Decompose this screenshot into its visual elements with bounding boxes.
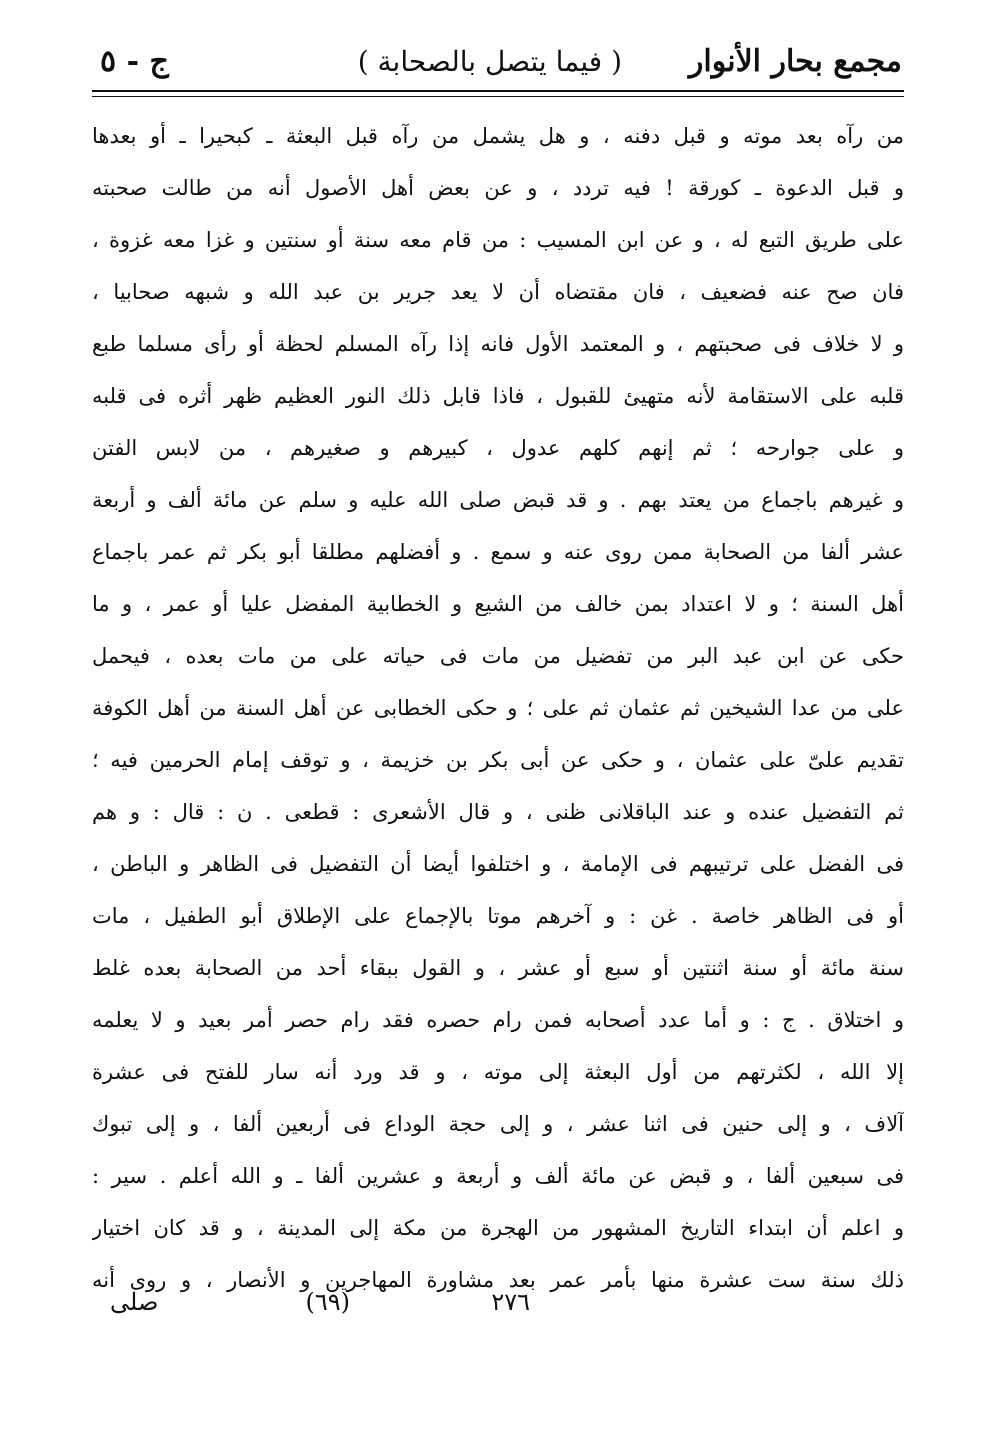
text-line: حكى عن ابن عبد البر من تفضيل من مات فى حياته على من مات بعده ، فيحمل xyxy=(92,644,904,668)
header-rule-thick xyxy=(92,90,904,92)
text-line: سنة مائة أو سنة اثنتين أو سبع أو عشر ، و القول ببقاء أحد من الصحابة بعده غلط xyxy=(92,956,904,980)
volume-label: ج - ٥ xyxy=(100,44,169,79)
page-footer xyxy=(110,1284,530,1324)
running-title: مجمع بحار الأنوار xyxy=(688,44,902,79)
text-line: ثم التفضيل عنده و عند الباقلانى ظنى ، و قال الأشعرى : قطعى . ن : قال : و هم xyxy=(92,800,904,824)
section-title: ( فيما يتصل بالصحابة ) xyxy=(357,45,622,78)
text-line: ذلك سنة ست عشرة منها بأمر عمر بعد مشاورة المهاجرين و الأنصار ، و روى أنه xyxy=(92,1268,904,1292)
text-line: إلا الله ، لكثرتهم من أول البعثة إلى موته ، و قد ورد أنه سار للفتح فى عشرة xyxy=(92,1060,904,1084)
text-line: فان صح عنه فضعيف ، فان مقتضاه أن لا يعد جرير بن عبد الله و شبهه صحابيا ، xyxy=(92,280,904,304)
text-line: فى سبعين ألفا ، و قبض عن مائة ألف و أربعة و عشرين ألفا ـ و الله أعلم . سير : xyxy=(92,1164,904,1188)
text-line: تقديم علىّ على عثمان ، و حكى عن أبى بكر بن خزيمة ، و توقف إمام الحرمين فيه ؛ xyxy=(92,748,904,772)
text-line: على من عدا الشيخين ثم عثمان ثم على ؛ و حكى الخطابى عن أهل السنة من أهل الكوفة xyxy=(92,696,904,720)
text-line: و لا خلاف فى صحبتهم ، و المعتمد الأول فانه إذا رآه المسلم لحظة أو رأى مسلما طبع xyxy=(92,332,904,356)
text-line: من رآه بعد موته و قبل دفنه ، و هل يشمل من رآه قبل البعثة ـ كبحيرا ـ أو بعدها xyxy=(92,124,904,148)
text-line: آلاف ، و إلى حنين فى اثنا عشر ، و إلى حجة الوداع فى أربعين ألفا ، و إلى تبوك xyxy=(92,1112,904,1136)
catchword: صلى xyxy=(110,1288,159,1316)
text-line: أهل السنة ؛ و لا اعتداد بمن خالف من الشيع و الخطابية المفضل عليا أو عمر ، و ما xyxy=(92,592,904,616)
text-line: قلبه على الاستقامة لأنه متهيئ للقبول ، فاذا قابل ذلك النور العظيم ظهر أثره فى قلبه xyxy=(92,384,904,408)
text-line: عشر ألفا من الصحابة ممن روى عنه و سمع . و أفضلهم مطلقا أبو بكر ثم عمر باجماع xyxy=(92,540,904,564)
text-line: فى الفضل على ترتيبهم فى الإمامة ، و اختلفوا أيضا أن التفضيل فى الظاهر و الباطن ، xyxy=(92,852,904,876)
text-line: و اختلاق . ج : و أما عدد أصحابه فمن رام حصره فقد رام حصر أمر بعيد و لا يعلمه xyxy=(92,1008,904,1032)
page-number: ٢٧٦ xyxy=(491,1288,530,1316)
text-line: و على جوارحه ؛ ثم إنهم كلهم عدول ، كبيرهم و صغيرهم ، من لابس الفتن xyxy=(92,436,904,460)
text-line: على طريق التبع له ، و عن ابن المسيب : من قام معه سنة أو سنتين و غزا معه غزوة ، xyxy=(92,228,904,252)
text-line: أو فى الظاهر خاصة . غن : و آخرهم موتا بالإجماع على الإطلاق أبو الطفيل ، مات xyxy=(92,904,904,928)
text-line: و اعلم أن ابتداء التاريخ المشهور من الهجرة من مكة إلى المدينة ، و قد كان اختيار xyxy=(92,1216,904,1240)
signature-mark: (٦٩) xyxy=(305,1288,350,1316)
page-header xyxy=(92,30,902,90)
body-text xyxy=(92,110,904,1306)
header-rule-thin xyxy=(92,96,904,97)
text-line: و غيرهم باجماع من يعتد بهم . و قد قبض صلى الله عليه و سلم عن مائة ألف و أربعة xyxy=(92,488,904,512)
text-line: و قبل الدعوة ـ كورقة ! فيه تردد ، و عن بعض أهل الأصول أنه من طالت صحبته xyxy=(92,176,904,200)
